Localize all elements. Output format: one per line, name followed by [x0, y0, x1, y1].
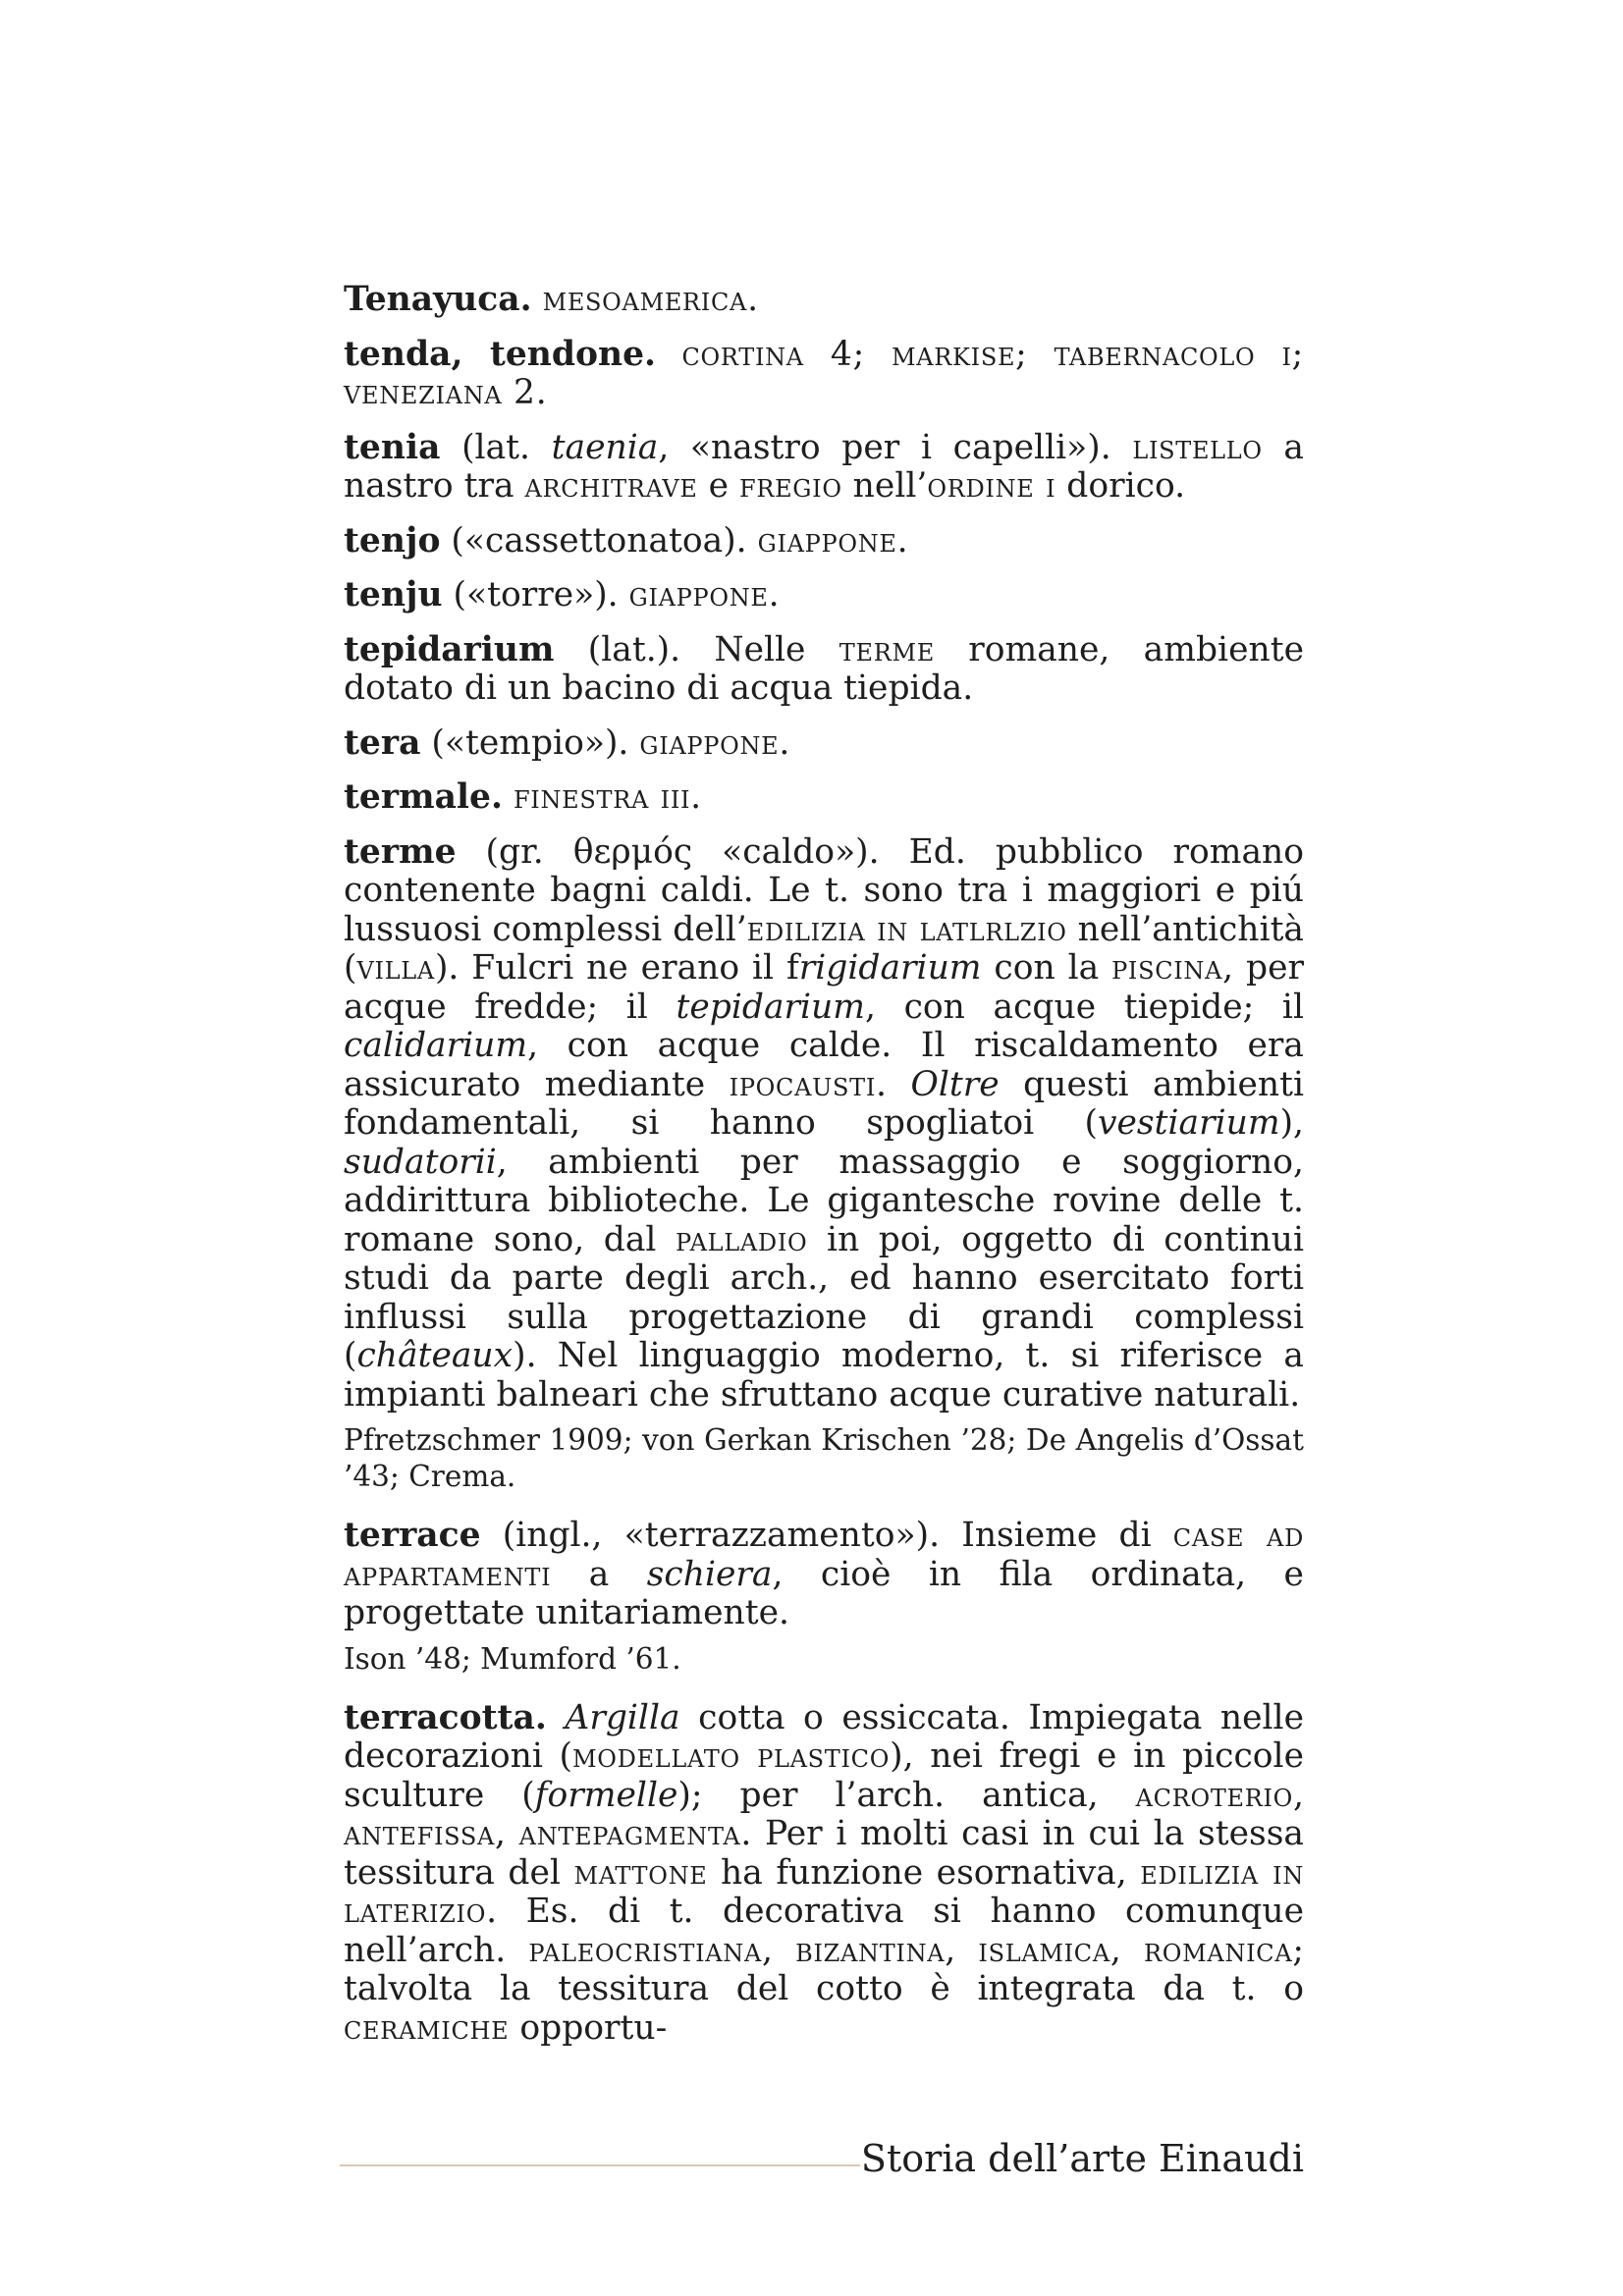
cross-reference: edilizia in latlrlzio	[746, 909, 1067, 949]
dictionary-entry	[344, 522, 1304, 561]
definition-text: (gr. θερμός «caldo»). Ed. pubblico romano contenente bagni caldi. Le t. sono tra i maggiori e piú lussuosi complessi dell’	[344, 831, 1304, 949]
definition-text: in poi, oggetto di continui studi da parte degli arch., ed hanno esercitato forti influssi sulla progettazione di grandi complessi (	[344, 1219, 1304, 1375]
italic-term: formelle	[534, 1775, 678, 1815]
definition-text: («tempio»).	[420, 722, 640, 763]
cross-reference: giappone	[757, 520, 897, 561]
cross-reference: paleocristiana	[528, 1930, 762, 1970]
definition-text: , cioè in fila ordinata, e progettate unitariamente.	[344, 1554, 1304, 1632]
definition-text: .	[747, 280, 759, 319]
dictionary-entry	[344, 1699, 1304, 2049]
dictionary-entry	[344, 336, 1304, 413]
dictionary-entry	[344, 281, 1304, 320]
definition-text: , «nastro per i capelli»).	[658, 427, 1133, 467]
entry-bibliography	[344, 1641, 1304, 1678]
italic-term: tepidarium	[676, 987, 865, 1027]
entry-headword: terrace	[344, 1516, 481, 1555]
definition-text: .	[896, 520, 908, 561]
dictionary-entry	[344, 724, 1304, 764]
definition-text: ,	[1109, 1930, 1145, 1970]
definition-text: opportu-	[509, 2007, 668, 2048]
definition-text: .	[768, 575, 780, 614]
cross-reference: cortina 4; markise; tabernacolo i; veneziana 2	[344, 334, 1304, 412]
definition-text: (lat.). Nelle	[554, 629, 839, 669]
entry-headword: tenjo	[344, 520, 441, 561]
definition-text	[532, 280, 543, 319]
cross-reference: finestra iii	[513, 777, 691, 817]
cross-reference: terme	[839, 629, 935, 669]
dictionary-entry	[344, 833, 1304, 1415]
page-footer	[340, 2137, 1304, 2186]
cross-reference: islamica	[978, 1930, 1110, 1970]
entry-headword: tera	[344, 722, 421, 763]
cross-reference: romanica	[1144, 1930, 1293, 1970]
entry-headword: terracotta.	[344, 1697, 547, 1737]
entry-headword: terme	[344, 831, 457, 872]
definition-text	[656, 335, 681, 374]
entry-headword: Tenayuca.	[344, 280, 532, 319]
cross-reference: giappone	[639, 722, 780, 763]
cross-reference: piscina	[1111, 948, 1223, 988]
italic-term: châteaux	[356, 1336, 514, 1375]
definition-text: («torre»).	[442, 575, 629, 614]
dictionary-entry	[344, 576, 1304, 615]
dictionary-entry	[344, 631, 1304, 709]
definition-text: cotta o essiccata. Impiegata nelle decorazioni (	[344, 1697, 1304, 1776]
definition-text: Ison ’48; Mumford ’61.	[344, 1641, 681, 1676]
definition-text: .	[690, 777, 702, 817]
entry-headword: tenju	[344, 575, 443, 614]
definition-text: , per acque fredde; il	[344, 948, 1304, 1027]
definition-text: questi ambienti fondamentali, si hanno spogliatoi (	[344, 1064, 1304, 1143]
definition-text: e	[697, 466, 739, 506]
dictionary-entry	[344, 778, 1304, 818]
definition-text	[547, 1698, 566, 1737]
definition-text: .	[779, 722, 790, 763]
dictionary-entry	[344, 1517, 1304, 1633]
cross-reference: edilizia in laterizio	[344, 1852, 1305, 1931]
cross-reference: fregio	[739, 466, 842, 506]
definition-text: , con acque tiepide; il	[864, 987, 1304, 1027]
cross-reference: ordine i	[927, 466, 1056, 506]
cross-reference: architrave	[524, 466, 698, 506]
dictionary-column	[344, 281, 1304, 2063]
cross-reference: acroterio	[1135, 1775, 1294, 1815]
definition-text: .	[535, 373, 547, 412]
cross-reference: giappone	[628, 575, 769, 614]
definition-text: ). Fulcri ne erano il f	[434, 948, 799, 988]
cross-reference: mattone	[573, 1852, 708, 1893]
definition-text: Pfretzschmer 1909; von Gerkan Krischen ’28; De Angelis d’Ossat ’43; Crema.	[344, 1423, 1304, 1493]
definition-text: ,	[495, 1814, 519, 1853]
definition-text: nell’antichità (	[344, 909, 1304, 988]
entry-headword: termale.	[344, 777, 503, 817]
cross-reference: ceramiche	[344, 2007, 510, 2048]
dictionary-entry	[344, 429, 1304, 507]
definition-text: ; talvolta la tessitura del cotto è integrata da t. o	[344, 1930, 1305, 2008]
definition-text: a nastro tra	[344, 427, 1304, 506]
cross-reference: case ad appartamenti	[344, 1516, 1305, 1594]
italic-term: taenia	[551, 427, 659, 467]
definition-text: con la	[981, 948, 1112, 988]
definition-text: , con acque calde. Il riscaldamento era assicurato mediante	[344, 1026, 1304, 1104]
italic-term: Oltre	[910, 1064, 1000, 1104]
definition-text: ,	[1293, 1775, 1304, 1815]
cross-reference: mesoamerica	[542, 280, 748, 319]
definition-text: . Es. di t. decorativa si hanno comunque nell’arch.	[344, 1892, 1304, 1970]
definition-text: .	[876, 1064, 911, 1104]
italic-term: calidarium	[344, 1026, 528, 1065]
definition-text: ,	[761, 1930, 796, 1970]
definition-text: nell’	[841, 466, 928, 506]
definition-text: ). Nel linguaggio moderno, t. si riferisce a impianti balneari che sfruttano acque curative naturali.	[344, 1336, 1304, 1415]
italic-term: sudatorii	[344, 1142, 497, 1182]
cross-reference: listello	[1132, 427, 1263, 467]
cross-reference: palladio	[676, 1219, 808, 1259]
definition-text: ,	[945, 1930, 979, 1970]
footer-title: Storia dell’arte Einaudi	[860, 2137, 1304, 2180]
definition-text: («cassettonatoa).	[440, 520, 758, 561]
definition-text: , ambienti per massaggio e soggiorno, addirittura biblioteche. Le gigantesche rovine delle t. romane sono, dal	[344, 1142, 1304, 1259]
italic-term: Argilla	[565, 1697, 680, 1737]
definition-text: (ingl., «terrazzamento»). Insieme di	[480, 1516, 1173, 1555]
cross-reference: modellato plastico	[572, 1736, 891, 1776]
definition-text: ); per l’arch. antica,	[677, 1775, 1136, 1815]
entry-bibliography	[344, 1422, 1304, 1495]
entry-headword: tenia	[344, 427, 441, 467]
italic-term: vestiarium	[1098, 1103, 1280, 1143]
cross-reference: ipocausti	[729, 1064, 877, 1104]
italic-term: schiera	[646, 1554, 773, 1594]
definition-text: romane, ambiente dotato di un bacino di acqua tiepida.	[344, 629, 1305, 708]
entry-headword: tepidarium	[344, 629, 555, 669]
definition-text	[503, 777, 514, 817]
italic-term: rigidarium	[798, 948, 982, 988]
definition-text: . Per i molti casi in cui la stessa tessitura del	[344, 1814, 1304, 1893]
definition-text: ), nei fregi e in piccole sculture (	[344, 1736, 1304, 1815]
definition-text: dorico.	[1055, 466, 1186, 506]
entry-headword: tenda, tendone.	[344, 334, 657, 374]
definition-text: a	[551, 1554, 647, 1594]
definition-text: (lat.	[440, 427, 552, 467]
footer-rule	[340, 2164, 860, 2166]
cross-reference: antepagmenta	[518, 1814, 741, 1853]
cross-reference: bizantina	[795, 1930, 946, 1970]
definition-text: ),	[1279, 1103, 1304, 1143]
definition-text: ha funzione esornativa,	[707, 1852, 1141, 1893]
cross-reference: villa	[356, 948, 435, 988]
cross-reference: antefissa	[344, 1814, 495, 1853]
